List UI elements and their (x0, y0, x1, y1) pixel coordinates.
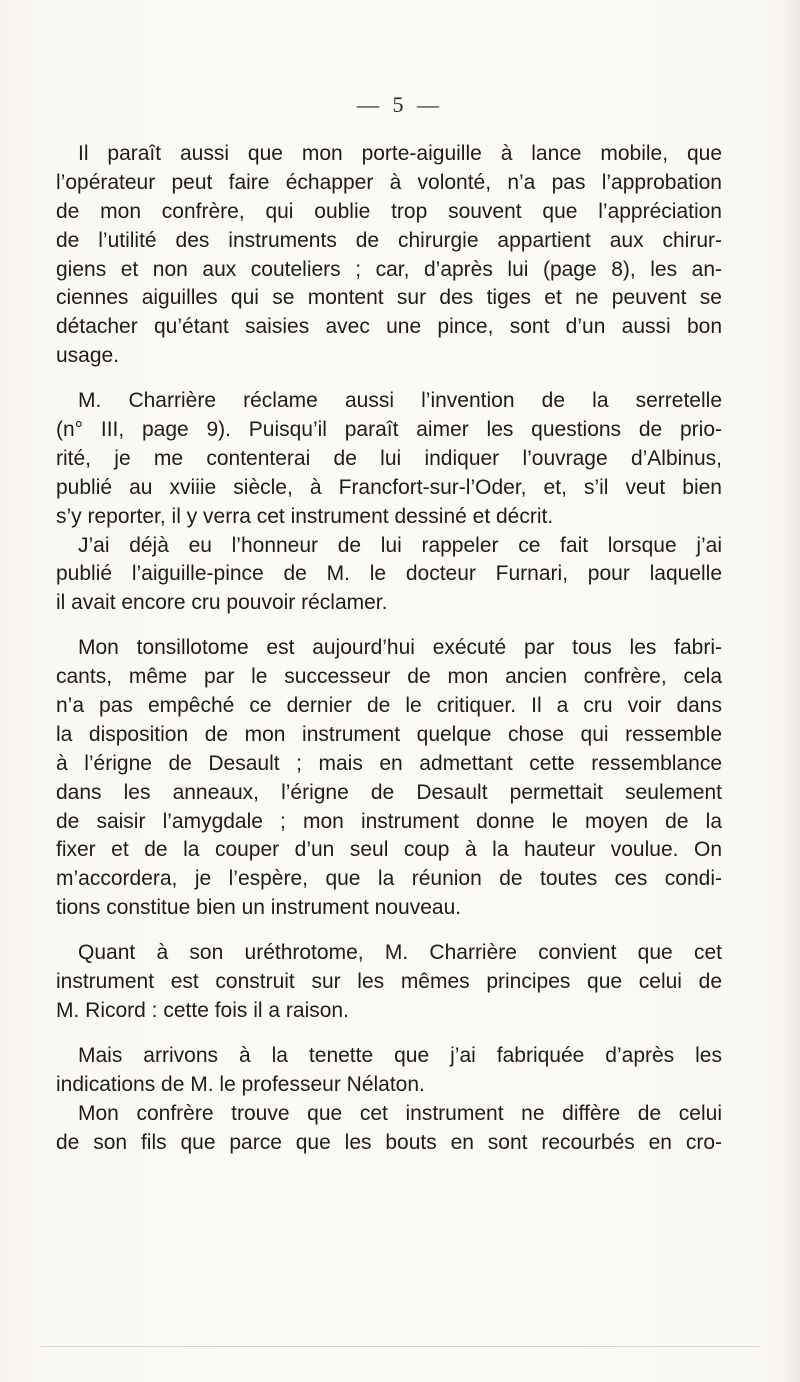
page-number: — 5 — (357, 92, 443, 117)
text-line: de son fils que parce que les bouts en sont recourbés en cro- (56, 1130, 722, 1154)
text-line: rité, je me contenterai de lui indiquer l’ouvrage d’Albinus, (56, 446, 722, 470)
text-line: fixer et de la couper d’un seul coup à la hauteur voulue. On (56, 838, 722, 862)
paragraph-4 (56, 634, 722, 923)
text-line: Il paraît aussi que mon porte-aiguille à lance mobile, que (78, 142, 722, 165)
text-line: J’ai déjà eu l’honneur de lui rappeler ce fait lorsque j’ai (78, 533, 722, 557)
text-line: tions constitue bien un instrument nouveau. (56, 896, 462, 920)
text-line: Mais arrivons à la tenette que j’ai fabriquée d’après les (78, 1043, 722, 1067)
text-line: cants, même par le successeur de mon ancien confrère, cela (56, 665, 722, 689)
paragraph-6 (56, 1042, 722, 1100)
paragraph-7 (56, 1100, 722, 1158)
text-line: de saisir l’amygdale ; mon instrument donne le moyen de la (56, 809, 722, 833)
text-line: M. Ricord : cette fois il a raison. (56, 998, 349, 1022)
text-line: la disposition de mon instrument quelque chose qui ressemble (56, 722, 722, 746)
text-line: usage. (56, 344, 120, 368)
text-line: n’a pas empêché ce dernier de le critiquer. Il a cru voir dans (56, 694, 722, 718)
text-line: l’opérateur peut faire échapper à volonté, n’a pas l’approbation (56, 170, 722, 194)
text-line: publié au xviiie siècle, à Francfort-sur-l’Oder, et, s’il veut bien (56, 475, 722, 499)
text-line: m’accordera, je l’espère, que la réunion de toutes ces condi- (56, 867, 722, 891)
text-line: de l’utilité des instruments de chirurgie appartient aux chirur- (56, 228, 722, 252)
text-line: publié l’aiguille-pince de M. le docteur Furnari, pour laquelle (56, 562, 722, 586)
text-line: s’y reporter, il y verra cet instrument dessiné et décrit. (56, 504, 554, 528)
text-line: instrument est construit sur les mêmes principes que celui de (56, 970, 722, 994)
text-line: dans les anneaux, l’érigne de Desault permettait seulement (56, 780, 722, 804)
text-line: giens et non aux couteliers ; car, d’après lui (page 8), les an- (56, 257, 722, 281)
text-line: à l’érigne de Desault ; mais en admettant cette ressemblance (56, 751, 722, 775)
paragraph-1 (56, 140, 722, 371)
text-line: détacher qu’étant saisies avec une pince, sont d’un aussi bon (56, 315, 722, 339)
text-line: il avait encore cru pouvoir réclamer. (56, 591, 388, 615)
text-line: M. Charrière réclame aussi l’invention de la serretelle (78, 389, 722, 413)
text-line: Quant à son uréthrotome, M. Charrière convient que cet (78, 941, 722, 965)
text-line: indications de M. le professeur Nélaton. (56, 1072, 425, 1096)
text-line: (n° III, page 9). Puisqu’il paraît aimer les questions de prio- (56, 418, 722, 442)
page-bottom-edge (40, 1346, 760, 1347)
text-line: Mon tonsillotome est aujourd’hui exécuté par tous les fabri- (78, 636, 722, 660)
body-text (56, 140, 722, 1157)
text-line: ciennes aiguilles qui se montent sur des tiges et ne peuvent se (56, 286, 722, 310)
paragraph-5 (56, 939, 722, 1026)
paragraph-2 (56, 387, 722, 531)
text-line: Mon confrère trouve que cet instrument ne diffère de celui (78, 1101, 722, 1125)
text-line: de mon confrère, qui oublie trop souvent que l’appréciation (56, 199, 722, 223)
page-right-edge-shadow (786, 0, 800, 1382)
paragraph-3 (56, 532, 722, 619)
